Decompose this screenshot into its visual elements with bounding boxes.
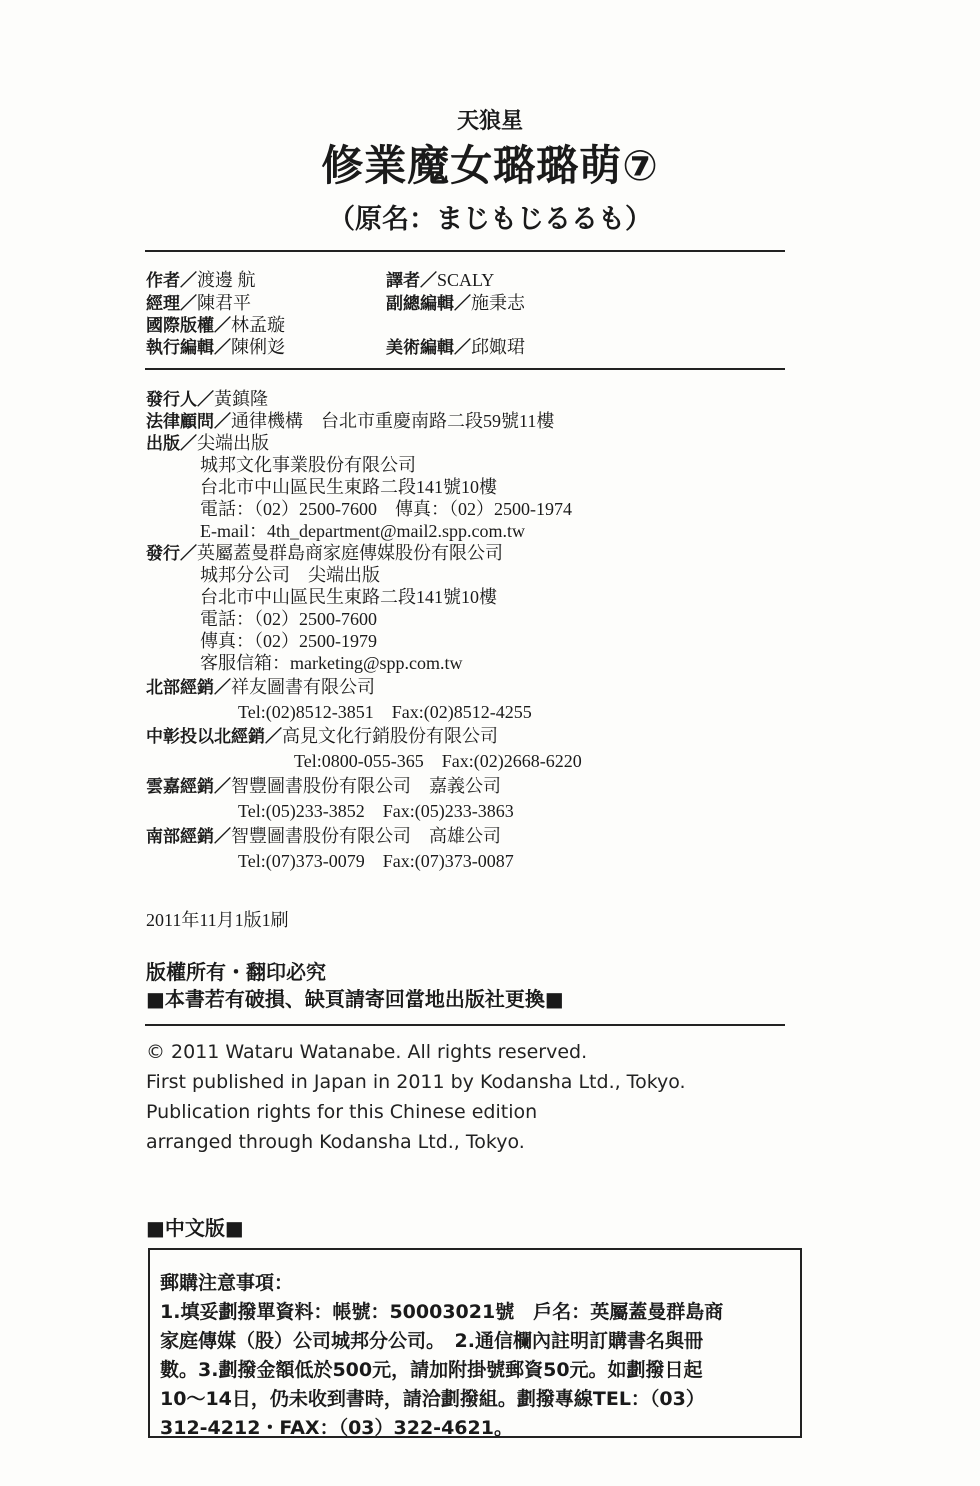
distributor-south-contact: Tel:(07)373-0079 Fax:(07)373-0087 (238, 851, 514, 871)
original-title: （原名：まじもじるるも） (328, 204, 652, 235)
publishing-line: 城邦文化事業股份有限公司 (200, 455, 416, 475)
copyright-line: © 2011 Wataru Watanabe. All rights reserved. (146, 1041, 588, 1063)
credit-intl-rights: 國際版權／林孟璇 (146, 315, 285, 336)
rights-reserved: 版權所有・翻印必究 (146, 960, 326, 984)
distribution-line: 傳真：（02）2500-1979 (200, 631, 377, 651)
divider (145, 1024, 785, 1026)
distribution: 發行／英屬蓋曼群島商家庭傳媒股份有限公司 (146, 543, 503, 564)
copyright-line: Publication rights for this Chinese edition (146, 1101, 538, 1123)
mail-order-line: 1.填妥劃撥單資料：帳號：50003021號 戶名：英屬蓋曼群島商 (160, 1301, 724, 1323)
credit-deputy-editor: 副總編輯／施秉志 (386, 293, 525, 314)
distributor-south: 南部經銷／智豐圖書股份有限公司 高雄公司 (146, 826, 501, 847)
edition-date: 2011年11月1版1刷 (146, 910, 289, 930)
distributor-north: 北部經銷／祥友圖書有限公司 (146, 677, 375, 698)
distribution-email: 客服信箱：marketing@spp.com.tw (200, 653, 463, 673)
publishing: 出版／尖端出版 (146, 433, 269, 454)
mail-order-line: 312-4212・FAX：（03）322-4621。 (160, 1417, 513, 1439)
mail-order-line: 10～14日，仍未收到書時，請洽劃撥組。劃撥專線TEL：（03） (160, 1388, 705, 1410)
distributor-central-contact: Tel:0800-055-365 Fax:(02)2668-6220 (294, 751, 582, 771)
series-name: 天狼星 (456, 109, 523, 134)
mail-order-heading: 郵購注意事項： (160, 1272, 294, 1294)
distributor-yunjia-contact: Tel:(05)233-3852 Fax:(05)233-3863 (238, 801, 514, 821)
legal-counsel: 法律顧問／通律機構 台北市重慶南路二段59號11樓 (146, 411, 555, 432)
distributor-north-contact: Tel:(02)8512-3851 Fax:(02)8512-4255 (238, 702, 532, 722)
copyright-line: First published in Japan in 2011 by Kodansha Ltd., Tokyo. (146, 1071, 686, 1093)
distribution-line: 台北市中山區民生東路二段141號10樓 (200, 587, 497, 607)
issuer: 發行人／黃鎮隆 (146, 389, 268, 410)
credit-exec-editor: 執行編輯／陳俐彣 (146, 337, 285, 358)
publishing-line: 電話：（02）2500-7600 傳真：（02）2500-1974 (200, 499, 572, 519)
chinese-edition-label: ■中文版■ (146, 1216, 244, 1240)
mail-order-notice (148, 1248, 802, 1438)
distributor-central: 中彰投以北經銷／高見文化行銷股份有限公司 (146, 726, 498, 747)
divider (145, 250, 785, 252)
book-title: 修業魔女璐璐萌⑦ (321, 141, 659, 190)
credit-manager: 經理／陳君平 (146, 293, 251, 314)
publishing-email: E-mail：4th_department@mail2.spp.com.tw (200, 521, 526, 541)
credit-author: 作者／渡邊 航 (146, 270, 256, 291)
distribution-line: 城邦分公司 尖端出版 (200, 565, 380, 585)
credit-translator: 譯者／SCALY (386, 270, 495, 291)
mail-order-line: 數。3.劃撥金額低於500元，請加附掛號郵資50元。如劃撥日起 (160, 1359, 703, 1381)
publishing-line: 台北市中山區民生東路二段141號10樓 (200, 477, 497, 497)
distributor-yunjia: 雲嘉經銷／智豐圖書股份有限公司 嘉義公司 (146, 776, 501, 797)
divider (145, 368, 785, 370)
credit-art-editor: 美術編輯／邱娵珺 (386, 337, 525, 358)
mail-order-line: 家庭傳媒（股）公司城邦分公司。 2.通信欄內註明訂購書名與冊 (160, 1330, 703, 1352)
damage-replacement-notice: ■本書若有破損、缺頁請寄回當地出版社更換■ (146, 987, 564, 1011)
distribution-line: 電話：（02）2500-7600 (200, 609, 377, 629)
copyright-line: arranged through Kodansha Ltd., Tokyo. (146, 1131, 525, 1153)
